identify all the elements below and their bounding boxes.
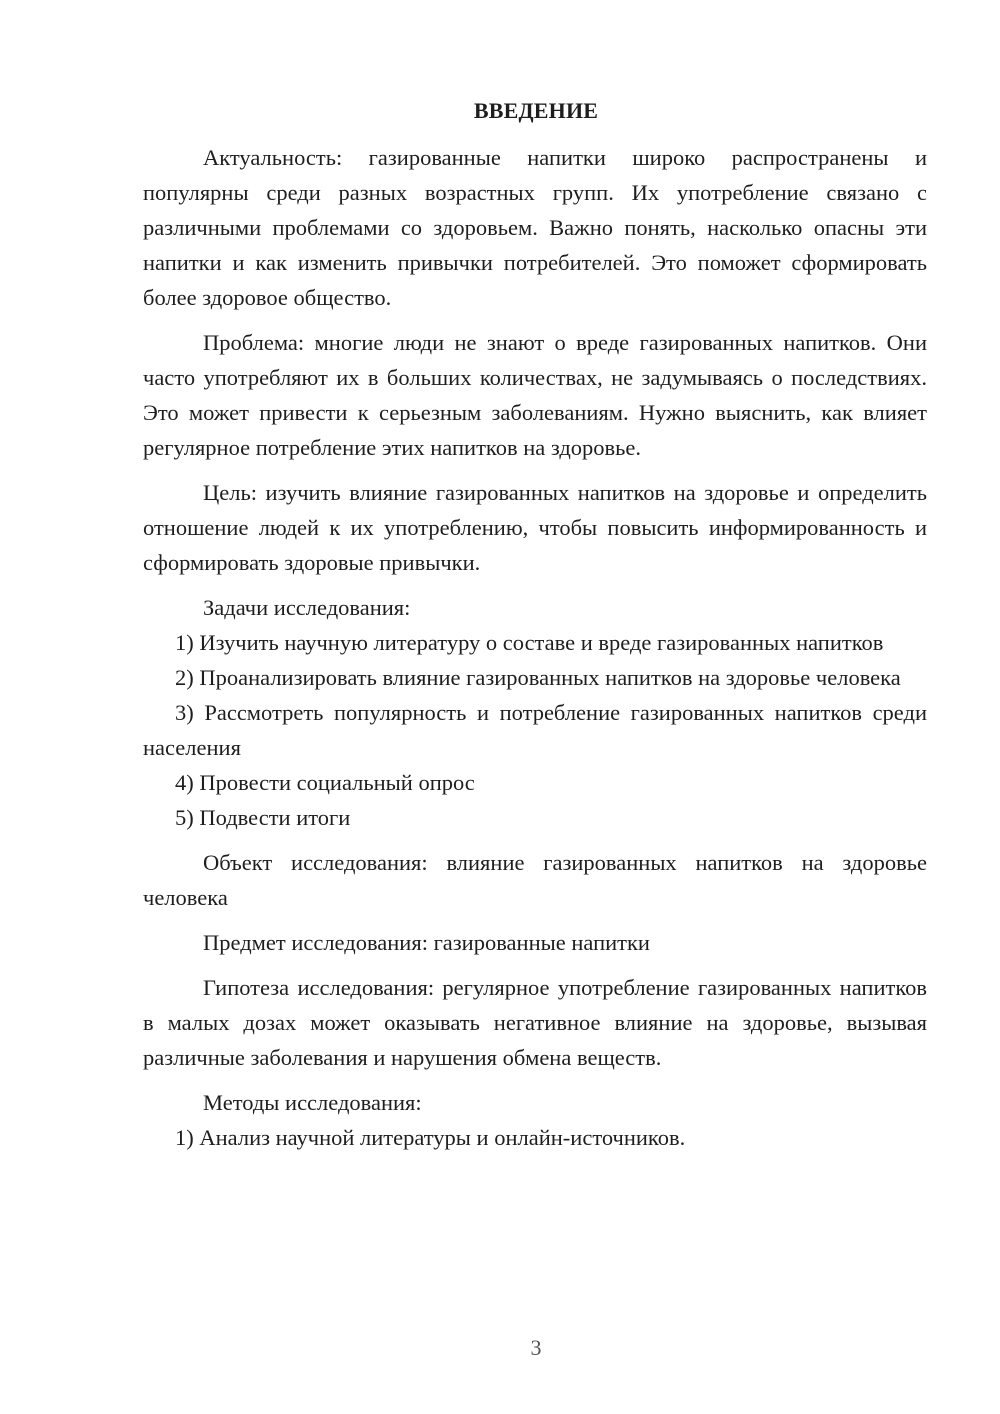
subject-paragraph: Предмет исследования: газированные напитки xyxy=(203,930,650,955)
methods-heading: Методы исследования: xyxy=(203,1090,422,1115)
task-item: 3) Рассмотреть популярность и потребление газированных напитков среди населения xyxy=(143,700,927,760)
hypothesis-paragraph: Гипотеза исследования: регулярное употребление газированных напитков в малых дозах может оказывать негативное влияние на здоровье, вызывая различные заболевания и нарушения обмена веществ. xyxy=(143,975,927,1070)
task-item: 5) Подвести итоги xyxy=(175,805,351,830)
method-item: 1) Анализ научной литературы и онлайн-источников. xyxy=(175,1125,686,1150)
page-number: 3 xyxy=(530,1335,542,1360)
relevance-paragraph: Актуальность: газированные напитки широко распространены и популярны среди разных возрастных групп. Их употребление связано с различными проблемами со здоровьем. Важно понять, насколько опасны эти напитки и как изменить привычки потребителей. Это поможет сформировать более здоровое общество. xyxy=(143,145,927,310)
document-body xyxy=(143,140,927,1155)
task-item: 2) Проанализировать влияние газированных напитков на здоровье человека xyxy=(175,665,901,690)
goal-paragraph: Цель: изучить влияние газированных напитков на здоровье и определить отношение людей к их употреблению, чтобы повысить информированность и сформировать здоровые привычки. xyxy=(143,480,927,575)
object-paragraph: Объект исследования: влияние газированных напитков на здоровье человека xyxy=(143,850,927,910)
tasks-heading: Задачи исследования: xyxy=(203,595,411,620)
task-item: 4) Провести социальный опрос xyxy=(175,770,475,795)
section-heading: ВВЕДЕНИЕ xyxy=(473,98,599,123)
task-item: 1) Изучить научную литературу о составе и вреде газированных напитков xyxy=(175,630,884,655)
problem-paragraph: Проблема: многие люди не знают о вреде газированных напитков. Они часто употребляют их в больших количествах, не задумываясь о последствиях. Это может привести к серьезным заболеваниям. Нужно выяснить, как влияет регулярное потребление этих напитков на здоровье. xyxy=(143,330,927,460)
